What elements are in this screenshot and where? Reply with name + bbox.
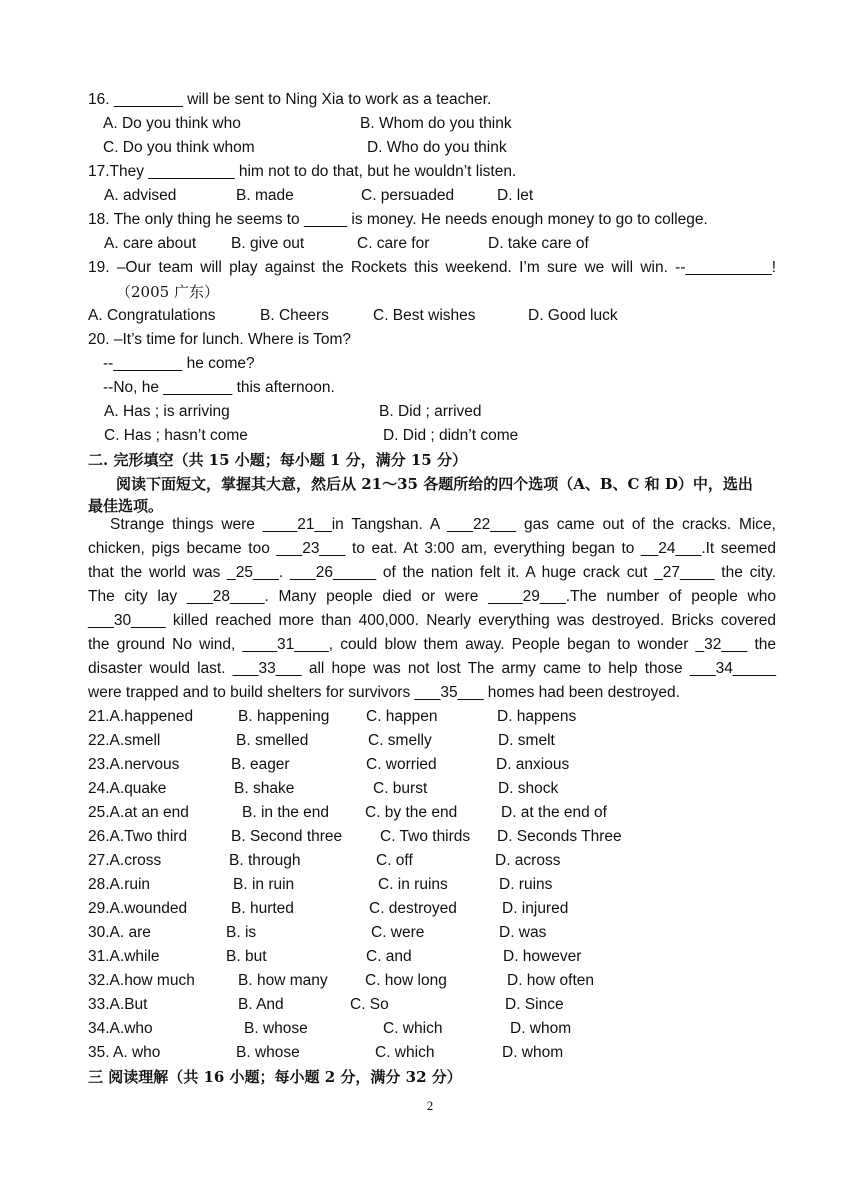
item-28-option-d: D. ruins [499, 876, 553, 893]
item-28-option-a: 28.A.ruin [88, 876, 151, 893]
item-23-option-a: 23.A.nervous [88, 756, 180, 773]
question-16-stem: 16. ________ will be sent to Ning Xia to work as a teacher. [88, 91, 492, 108]
item-35-option-c: C. which [375, 1044, 435, 1061]
item-34-option-d: D. whom [510, 1020, 572, 1037]
question-20-option-d: D. Did ; didn’t come [383, 427, 519, 444]
item-32-option-d: D. how often [507, 972, 595, 989]
question-20-stem: 20. –It’s time for lunch. Where is Tom? [88, 331, 352, 348]
item-25-option-d: D. at the end of [501, 804, 607, 821]
question-16-option-b: B. Whom do you think [360, 115, 512, 132]
item-27-option-b: B. through [229, 852, 301, 869]
item-22-option-c: C. smelly [368, 732, 432, 749]
page-number: 2 [426, 1098, 434, 1113]
item-35-option-d: D. whom [502, 1044, 564, 1061]
item-35-option-a: 35. A. who [88, 1044, 161, 1061]
question-20-option-a: A. Has ; is arriving [104, 403, 230, 420]
item-25-option-a: 25.A.at an end [88, 804, 189, 821]
section-3-heading: 三 阅读理解（共 16 小题；每小题 2 分，满分 32 分） [88, 1068, 462, 1086]
question-19-source: （2005 广东） [116, 283, 219, 301]
question-17-option-c: C. persuaded [361, 187, 455, 204]
item-24-option-d: D. shock [498, 780, 559, 797]
passage-line-6: the ground No wind, ____31____, could blow them away. People began to wonder _32___ the [88, 636, 776, 653]
question-18-option-a: A. care about [104, 235, 197, 252]
item-30-option-d: D. was [499, 924, 547, 941]
question-20-line-1: --________ he come? [103, 355, 255, 372]
item-21-option-d: D. happens [497, 708, 577, 725]
item-32-option-b: B. how many [238, 972, 328, 989]
item-26-option-d: D. Seconds Three [497, 828, 622, 845]
item-29-option-b: B. hurted [231, 900, 294, 917]
question-19-option-a: A. Congratulations [88, 307, 216, 324]
item-23-option-b: B. eager [231, 756, 290, 773]
question-17-stem: 17.They __________ him not to do that, but he wouldn’t listen. [88, 163, 517, 180]
question-18-option-c: C. care for [357, 235, 430, 252]
question-20-option-b: B. Did ; arrived [379, 403, 482, 420]
question-17-option-d: D. let [497, 187, 534, 204]
item-23-option-c: C. worried [366, 756, 437, 773]
section-2-heading: 二. 完形填空（共 15 小题；每小题 1 分，满分 15 分） [88, 451, 467, 469]
passage-line-2: chicken, pigs became too ___23___ to eat. At 3:00 am, everything began to __24___.It seemed [88, 540, 776, 557]
item-24-option-a: 24.A.quake [88, 780, 167, 797]
item-30-option-b: B. is [226, 924, 257, 941]
passage-line-5: ___30____ killed reached more than 400,000. Nearly everything was destroyed. Bricks covered [88, 612, 776, 629]
item-21-option-c: C. happen [366, 708, 438, 725]
question-17-option-b: B. made [236, 187, 294, 204]
item-28-option-c: C. in ruins [378, 876, 448, 893]
section-2-instruction-line-1: 阅读下面短文，掌握其大意，然后从 21～35 各题所给的四个选项（A、B、C 和 D）中，选出 [116, 475, 753, 493]
question-20-option-c: C. Has ; hasn’t come [104, 427, 248, 444]
question-19-option-c: C. Best wishes [373, 307, 476, 324]
question-16-option-d: D. Who do you think [367, 139, 507, 156]
question-18-stem: 18. The only thing he seems to _____ is money. He needs enough money to go to college. [88, 211, 708, 228]
passage-line-7: disaster would last. ___33___ all hope was not lost The army came to help those ___34_____ [88, 660, 776, 677]
item-32-option-a: 32.A.how much [88, 972, 195, 989]
item-34-option-b: B. whose [244, 1020, 308, 1037]
item-21-option-b: B. happening [238, 708, 330, 725]
item-31-option-a: 31.A.while [88, 948, 160, 965]
item-26-option-c: C. Two thirds [380, 828, 471, 845]
item-33-option-d: D. Since [505, 996, 564, 1013]
section-2-instruction-line-2: 最佳选项。 [88, 497, 164, 515]
item-29-option-a: 29.A.wounded [88, 900, 188, 917]
item-27-option-a: 27.A.cross [88, 852, 162, 869]
item-33-option-c: C. So [350, 996, 389, 1013]
item-24-option-b: B. shake [234, 780, 295, 797]
item-28-option-b: B. in ruin [233, 876, 295, 893]
item-30-option-c: C. were [371, 924, 425, 941]
question-17-option-a: A. advised [104, 187, 177, 204]
passage-line-1: Strange things were ____21__in Tangshan. A ___22___ gas came out of the cracks. Mice, [110, 516, 776, 533]
item-22-option-a: 22.A.smell [88, 732, 161, 749]
item-24-option-c: C. burst [373, 780, 428, 797]
item-21-option-a: 21.A.happened [88, 708, 194, 725]
item-23-option-d: D. anxious [496, 756, 570, 773]
question-20-line-2: --No, he ________ this afternoon. [103, 379, 335, 396]
item-26-option-a: 26.A.Two third [88, 828, 188, 845]
question-18-option-d: D. take care of [488, 235, 589, 252]
item-27-option-d: D. across [495, 852, 561, 869]
item-27-option-c: C. off [376, 852, 413, 869]
passage-line-4: The city lay ___28____. Many people died or were ____29___.The number of people who [88, 588, 776, 605]
item-25-option-b: B. in the end [242, 804, 330, 821]
question-16-option-c: C. Do you think whom [103, 139, 255, 156]
item-30-option-a: 30.A. are [88, 924, 151, 941]
item-34-option-a: 34.A.who [88, 1020, 153, 1037]
item-32-option-c: C. how long [365, 972, 447, 989]
question-19-option-d: D. Good luck [528, 307, 618, 324]
item-22-option-d: D. smelt [498, 732, 555, 749]
item-33-option-b: B. And [238, 996, 284, 1013]
question-19-stem: 19. –Our team will play against the Rockets this weekend. I’m sure we will win. --__________! [88, 259, 776, 276]
item-31-option-d: D. however [503, 948, 582, 965]
item-22-option-b: B. smelled [236, 732, 309, 749]
item-33-option-a: 33.A.But [88, 996, 148, 1013]
item-26-option-b: B. Second three [231, 828, 343, 845]
question-16-option-a: A. Do you think who [103, 115, 241, 132]
item-29-option-c: C. destroyed [369, 900, 457, 917]
question-18-option-b: B. give out [231, 235, 305, 252]
passage-line-8: were trapped and to build shelters for survivors ___35___ homes had been destroyed. [88, 684, 680, 701]
item-31-option-c: C. and [366, 948, 412, 965]
item-25-option-c: C. by the end [365, 804, 458, 821]
passage-line-3: that the world was _25___. ___26_____ of the nation felt it. A huge crack cut _27____ the city. [88, 564, 776, 581]
item-29-option-d: D. injured [502, 900, 569, 917]
question-19-option-b: B. Cheers [260, 307, 329, 324]
item-35-option-b: B. whose [236, 1044, 300, 1061]
item-31-option-b: B. but [226, 948, 267, 965]
item-34-option-c: C. which [383, 1020, 443, 1037]
